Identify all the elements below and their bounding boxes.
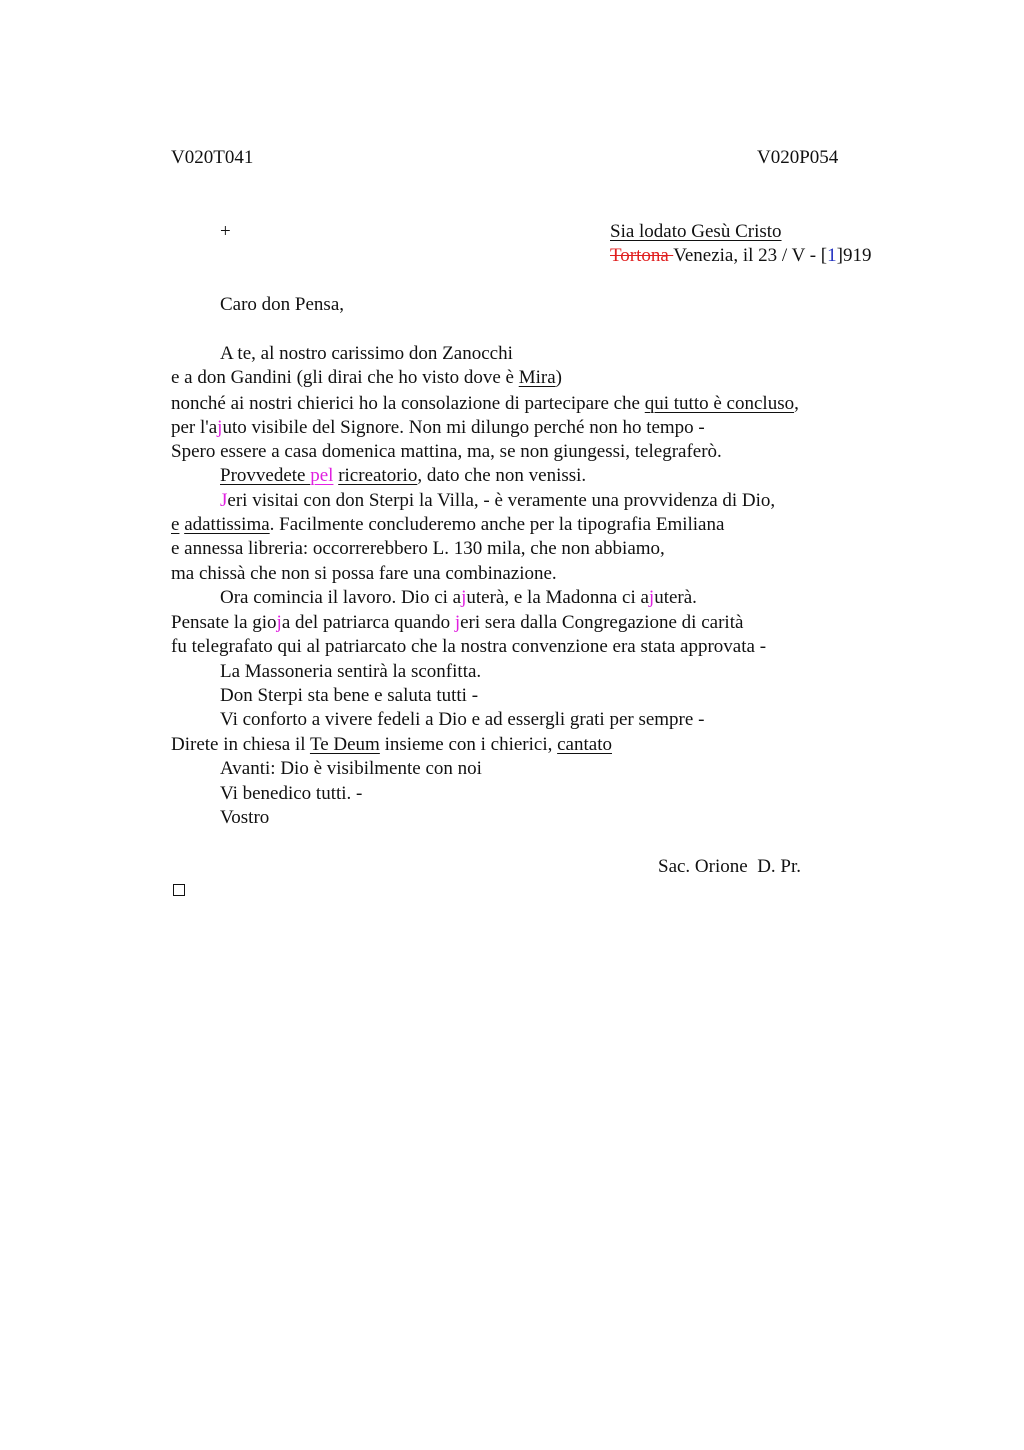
body-text: , [794, 393, 799, 414]
underlined-word: Mira [518, 367, 556, 388]
cross-mark: + [220, 221, 231, 242]
body-text: , dato che non venissi. [417, 465, 587, 486]
body-text: insieme con i chierici, [379, 734, 558, 755]
body-text: eri sera dalla Congregazione di carità [460, 612, 744, 633]
editorial-letter: J [220, 490, 228, 511]
right-archive-code: V020P054 [757, 147, 839, 168]
body-text: per l'a [171, 417, 218, 438]
body-line-1: A te, al nostro carissimo don Zanocchi [220, 343, 513, 364]
editorial-letter: j [454, 612, 461, 633]
invocation: Sia lodato Gesù Cristo [610, 221, 782, 242]
body-line-18: Avanti: Dio è visibilmente con noi [220, 758, 482, 779]
body-line-12 [171, 611, 743, 635]
signature: Sac. Orione D. Pr. [658, 856, 802, 877]
year-fix: 1 [827, 245, 837, 266]
body-line-6 [220, 464, 586, 488]
body-line-10: ma chissà che non si possa fare una combinazione. [171, 563, 557, 584]
body-text: . Facilmente concluderemo anche per la tipografia Emiliana [269, 514, 725, 535]
body-line-14: La Massoneria sentirà la sconfitta. [220, 661, 482, 682]
body-text: ) [555, 367, 562, 388]
body-line-20: Vostro [220, 807, 270, 828]
end-of-document-box-icon [173, 884, 185, 896]
salutation: Caro don Pensa, [220, 294, 345, 315]
body-line-7 [220, 489, 775, 513]
editorial-letter: j [461, 587, 467, 608]
underlined-phrase: qui tutto è concluso [644, 393, 795, 414]
body-text: Ora comincia il lavoro. Dio ci a [220, 587, 462, 608]
place-date-line [610, 244, 871, 268]
body-line-16: Vi conforto a vivere fedeli a Dio e ad essergli grati per sempre - [220, 709, 705, 730]
body-line-4 [171, 416, 705, 440]
underlined-word: adattissima [184, 514, 270, 535]
body-line-19: Vi benedico tutti. - [220, 783, 363, 804]
editorial-letter: j [648, 587, 655, 608]
body-text: a del patriarca quando [281, 612, 455, 633]
body-text: Direte in chiesa il [171, 734, 310, 755]
body-line-9: e annessa libreria: occorrerebbero L. 130 mila, che non abbiamo, [171, 538, 665, 559]
body-line-13: fu telegrafato qui al patriarcato che la nostra convenzione era stata approvata - [171, 636, 767, 657]
left-archive-code: V020T041 [171, 147, 254, 168]
underlined-word: ricreatorio [338, 465, 418, 486]
editorial-word: pel [310, 465, 334, 486]
body-text: uto visibile del Signore. Non mi dilungo perché non ho tempo - [222, 417, 705, 438]
body-line-5: Spero essere a casa domenica mattina, ma, se non giungessi, telegraferò. [171, 441, 722, 462]
underlined-word: Provvedete [220, 465, 311, 486]
body-line-11 [220, 586, 697, 610]
body-line-2 [171, 366, 562, 390]
body-line-3 [171, 392, 799, 416]
body-text: e a don Gandini (gli dirai che ho visto dove è [171, 367, 519, 388]
underlined-phrase: Te Deum [309, 734, 380, 755]
place-date: Venezia, il 23 / V - [ [673, 245, 828, 266]
body-text: eri visitai con don Sterpi la Villa, - è veramente una provvidenza di Dio, [227, 490, 776, 511]
body-text: uterà. [654, 587, 697, 608]
year-rest: ]919 [836, 245, 872, 266]
editorial-letter: j [217, 417, 223, 438]
underlined-word: e [171, 514, 180, 535]
struck-place: Tortona [610, 245, 674, 266]
body-text: nonché ai nostri chierici ho la consolazione di partecipare che [171, 393, 645, 414]
body-line-17 [171, 733, 612, 757]
body-line-8 [171, 513, 724, 537]
body-text: uterà, e la Madonna ci a [466, 587, 649, 608]
body-line-15: Don Sterpi sta bene e saluta tutti - [220, 685, 479, 706]
editorial-letter: j [276, 612, 282, 633]
underlined-word: cantato [557, 734, 612, 755]
body-text: Pensate la gio [171, 612, 277, 633]
